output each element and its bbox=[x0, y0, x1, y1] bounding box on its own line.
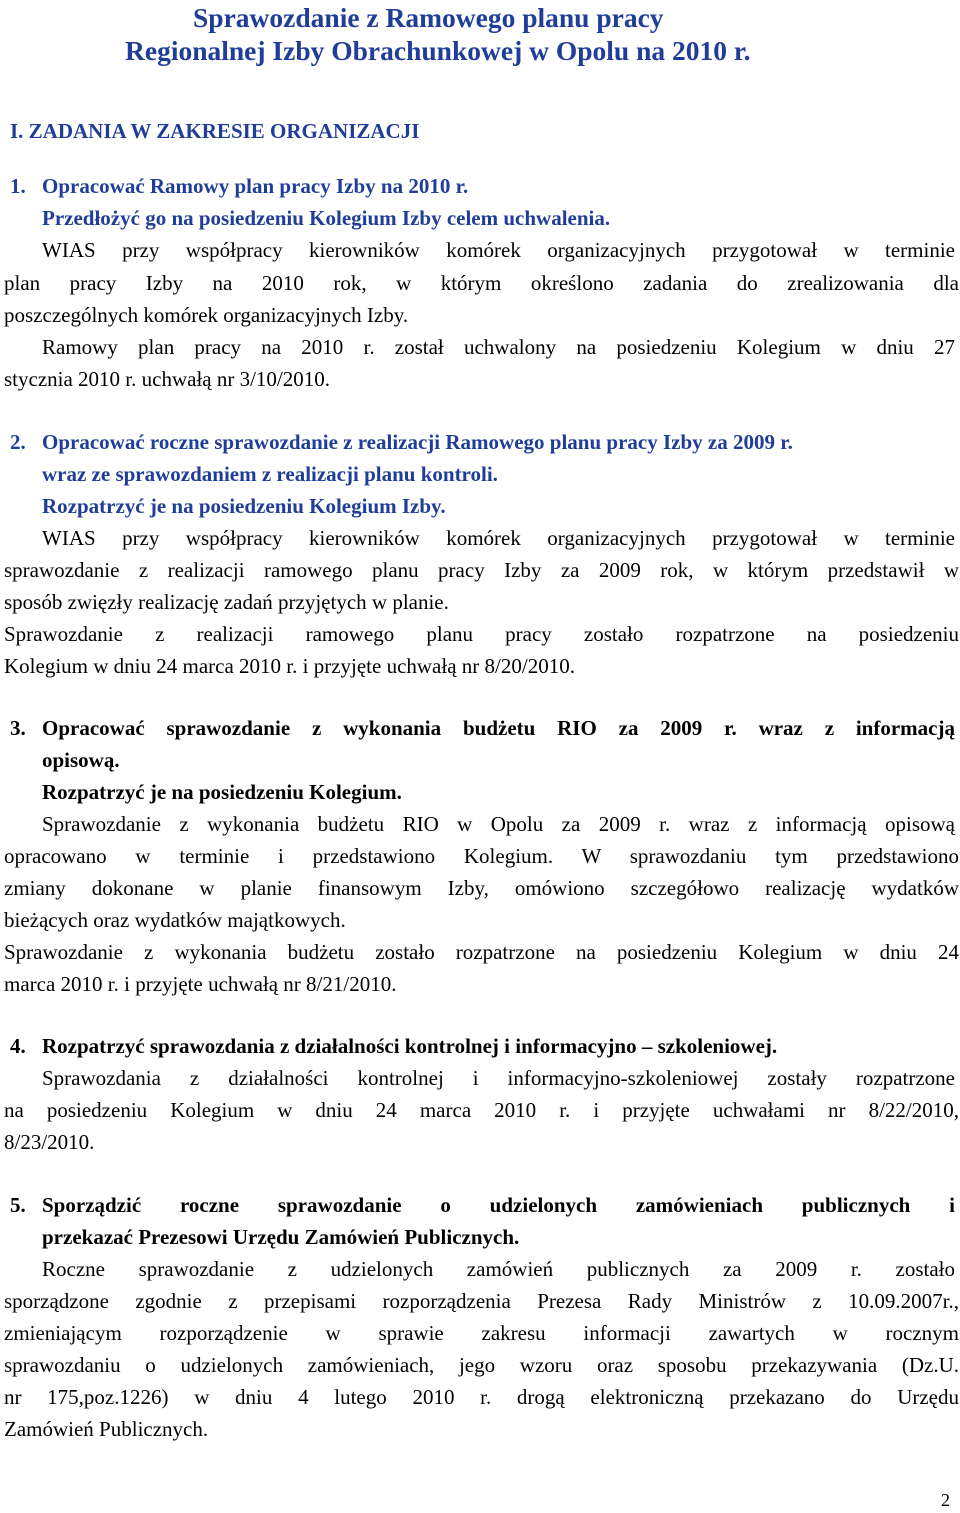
item-3-body-line: bieżących oraz wydatków majątkowych. bbox=[4, 908, 346, 932]
item-3-number: 3. bbox=[10, 716, 26, 740]
item-5-body-line: Roczne sprawozdanie z udzielonych zamówień publicznych za 2009 r. zostało bbox=[42, 1257, 955, 1281]
item-3-body-line: Sprawozdanie z wykonania budżetu RIO w Opolu za 2009 r. wraz z informacją opisową bbox=[42, 812, 955, 836]
item-2-heading: Rozpatrzyć je na posiedzeniu Kolegium Izby. bbox=[42, 494, 446, 518]
item-5-heading: Sporządzić roczne sprawozdanie o udzielonych zamówieniach publicznych i bbox=[42, 1193, 955, 1217]
item-2-body-line: sposób zwięzły realizację zadań przyjętych w planie. bbox=[4, 590, 449, 614]
item-5-body-line: zmieniającym rozporządzenie w sprawie zakresu informacji zawartych w rocznym bbox=[4, 1321, 959, 1345]
item-2-number: 2. bbox=[10, 430, 26, 454]
item-5-body-line: sprawozdaniu o udzielonych zamówieniach, jego wzoru oraz sposobu przekazywania (Dz.U. bbox=[4, 1353, 959, 1377]
item-2-body-line: WIAS przy współpracy kierowników komórek organizacyjnych przygotował w terminie bbox=[42, 526, 955, 550]
item-5-body-line: nr 175,poz.1226) w dniu 4 lutego 2010 r. drogą elektroniczną przekazano do Urzędu bbox=[4, 1385, 959, 1409]
item-3-heading: Opracować sprawozdanie z wykonania budżetu RIO za 2009 r. wraz z informacją bbox=[42, 716, 955, 740]
item-5-heading: przekazać Prezesowi Urzędu Zamówień Publicznych. bbox=[42, 1225, 520, 1249]
item-4-heading: Rozpatrzyć sprawozdania z działalności kontrolnej i informacyjno – szkoleniowej. bbox=[42, 1034, 778, 1058]
item-1-body-line: Ramowy plan pracy na 2010 r. został uchwalony na posiedzeniu Kolegium w dniu 27 bbox=[42, 335, 955, 359]
item-2-body-line: Kolegium w dniu 24 marca 2010 r. i przyjęte uchwałą nr 8/20/2010. bbox=[4, 654, 575, 678]
document-title-line-2: Regionalnej Izby Obrachunkowej w Opolu na 2010 r. bbox=[125, 35, 751, 66]
item-2-heading: Opracować roczne sprawozdanie z realizacji Ramowego planu pracy Izby za 2009 r. bbox=[42, 430, 793, 454]
item-3-body-line: zmiany dokonane w planie finansowym Izby, omówiono szczegółowo realizację wydatków bbox=[4, 876, 959, 900]
item-3-body-line: opracowano w terminie i przedstawiono Kolegium. W sprawozdaniu tym przedstawiono bbox=[4, 844, 959, 868]
item-5-body-line: Zamówień Publicznych. bbox=[4, 1417, 209, 1441]
item-2-heading: wraz ze sprawozdaniem z realizacji planu kontroli. bbox=[42, 462, 498, 486]
item-1-heading: Przedłożyć go na posiedzeniu Kolegium Izby celem uchwalenia. bbox=[42, 206, 611, 230]
item-2-body-line: sprawozdanie z realizacji ramowego planu pracy Izby za 2009 rok, w którym przedstawił w bbox=[4, 558, 959, 582]
item-1-body-line: stycznia 2010 r. uchwałą nr 3/10/2010. bbox=[4, 367, 331, 391]
item-3-heading: opisową. bbox=[42, 748, 120, 772]
item-3-body-line: Sprawozdanie z wykonania budżetu zostało rozpatrzone na posiedzeniu Kolegium w dniu 24 bbox=[4, 940, 959, 964]
item-5-number: 5. bbox=[10, 1193, 26, 1217]
item-2-body-line: Sprawozdanie z realizacji ramowego planu pracy zostało rozpatrzone na posiedzeniu bbox=[4, 622, 959, 646]
item-1-body-line: poszczególnych komórek organizacyjnych Izby. bbox=[4, 303, 409, 327]
document-title-line-1: Sprawozdanie z Ramowego planu pracy bbox=[193, 2, 664, 33]
item-1-heading: Opracować Ramowy plan pracy Izby na 2010 r. bbox=[42, 174, 469, 198]
item-4-number: 4. bbox=[10, 1034, 26, 1058]
item-3-body-line: marca 2010 r. i przyjęte uchwałą nr 8/21/2010. bbox=[4, 972, 397, 996]
item-1-body-line: WIAS przy współpracy kierowników komórek organizacyjnych przygotował w terminie bbox=[42, 238, 955, 262]
section-heading: I. ZADANIA W ZAKRESIE ORGANIZACJI bbox=[10, 119, 420, 143]
item-5-body-line: sporządzone zgodnie z przepisami rozporządzenia Prezesa Rady Ministrów z 10.09.2007r., bbox=[4, 1289, 959, 1313]
item-3-heading: Rozpatrzyć je na posiedzeniu Kolegium. bbox=[42, 780, 402, 804]
item-4-body-line: na posiedzeniu Kolegium w dniu 24 marca 2010 r. i przyjęte uchwałami nr 8/22/2010, bbox=[4, 1098, 959, 1122]
item-4-body-line: Sprawozdania z działalności kontrolnej i informacyjno-szkoleniowej zostały rozpatrzone bbox=[42, 1066, 955, 1090]
item-1-body-line: plan pracy Izby na 2010 rok, w którym określono zadania do zrealizowania dla bbox=[4, 271, 959, 295]
page-number: 2 bbox=[941, 1490, 950, 1510]
item-4-body-line: 8/23/2010. bbox=[4, 1130, 95, 1154]
item-1-number: 1. bbox=[10, 174, 26, 198]
